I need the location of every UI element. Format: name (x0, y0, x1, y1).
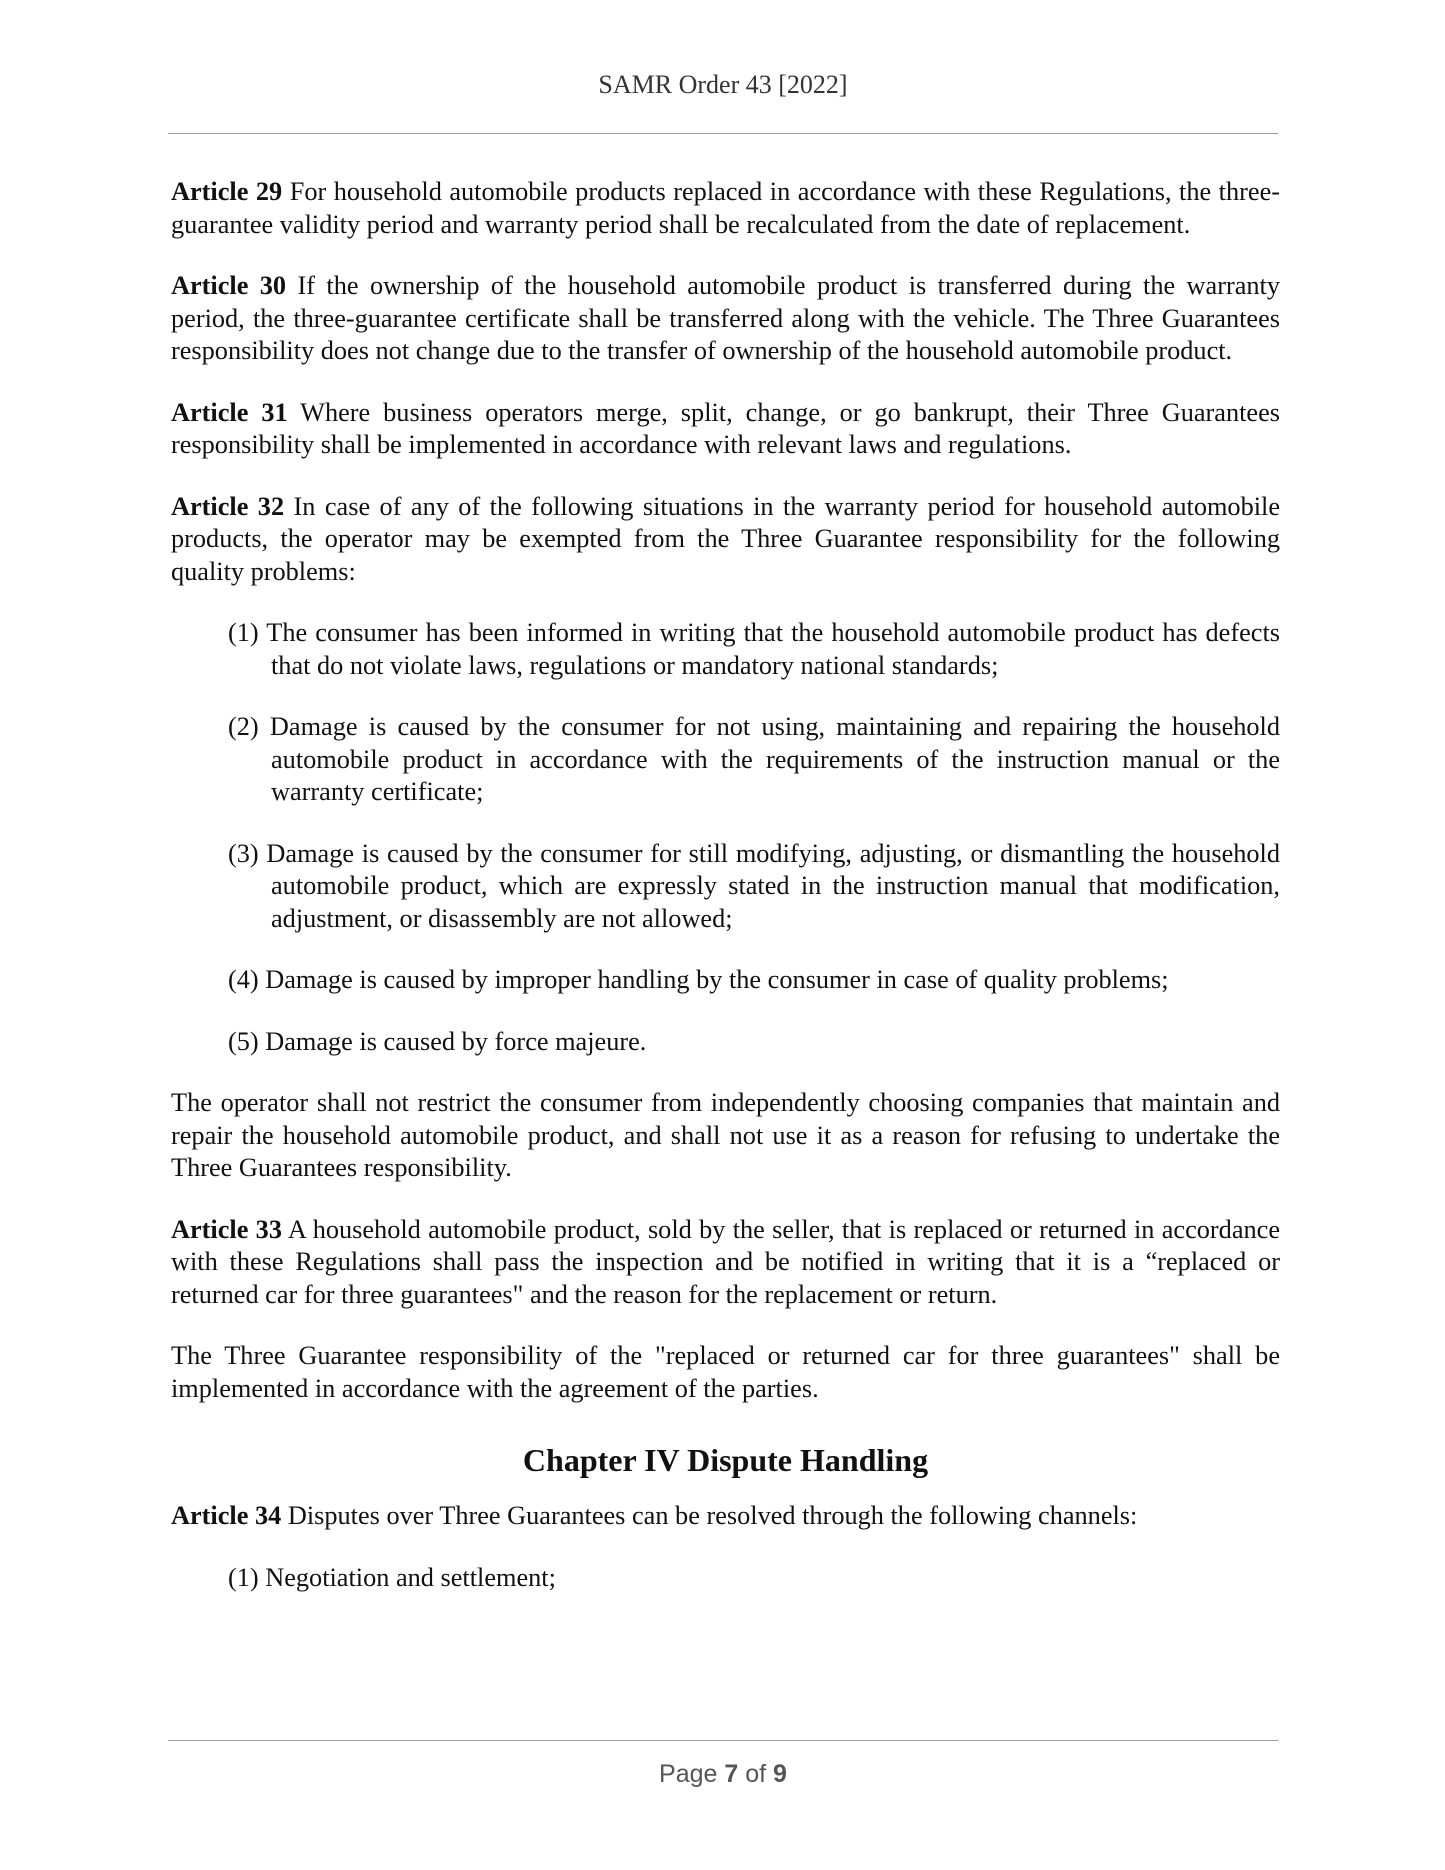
page-footer (168, 1760, 1278, 1789)
list-item: (1) Negotiation and settlement; (228, 1562, 556, 1592)
article-label: Article 32 (171, 491, 285, 521)
article-34 (171, 1500, 1280, 1533)
article-label: Article 31 (171, 397, 288, 427)
article-label: Article 29 (171, 177, 283, 206)
article-31 (171, 397, 1280, 462)
page-label: Page (659, 1760, 725, 1788)
article-text: For household automobile products replaced in accordance with these Regulations, the three-guarantee validity period and warranty period shall be recalculated from the date of replacement. (171, 177, 1280, 239)
article-text: In case of any of the following situations in the warranty period for household automobile products, the operator may be exempted from the Three Guarantee responsibility for the following quality problems: (171, 491, 1281, 586)
article-label: Article 30 (171, 271, 287, 300)
page-header: SAMR Order 43 [2022] (598, 70, 848, 99)
article-32-paragraph: The operator shall not restrict the consumer from independently choosing companies that maintain and repair the household automobile product, and shall not use it as a reason for refusing to undertake the Three Guarantees responsibility. (171, 1088, 1280, 1182)
article-33-paragraph: The Three Guarantee responsibility of the "replaced or returned car for three guarantees" shall be implemented in accordance with the agreement of the parties. (171, 1341, 1280, 1403)
article-text: Where business operators merge, split, change, or go bankrupt, their Three Guarantees responsibility shall be implemented in accordance with relevant laws and regulations. (171, 397, 1281, 459)
list-item: (1) The consumer has been informed in writing that the household automobile product has defects that do not violate laws, regulations or mandatory national standards; (228, 618, 1280, 680)
list-item: (3) Damage is caused by the consumer for still modifying, adjusting, or dismantling the household automobile product, which are expressly stated in the instruction manual that modification, adjustment, or disassembly are not allowed; (228, 838, 1280, 933)
article-label: Article 33 (171, 1214, 282, 1244)
article-label: Article 34 (171, 1501, 282, 1530)
header-divider (168, 133, 1278, 134)
article-text: Disputes over Three Guarantees can be resolved through the following channels: (281, 1501, 1138, 1530)
list-item: (4) Damage is caused by improper handling by the consumer in case of quality problems; (228, 965, 1169, 994)
article-30 (171, 270, 1280, 368)
chapter-heading: Chapter IV Dispute Handling (522, 1442, 929, 1478)
list-item: (2) Damage is caused by the consumer for not using, maintaining and repairing the household automobile product in accordance with the requirements of the instruction manual or the warranty certificate; (228, 712, 1280, 806)
page-of-label: of (738, 1760, 774, 1788)
page-body (171, 176, 1280, 1623)
footer-divider (168, 1740, 1278, 1741)
article-32 (171, 491, 1280, 589)
article-text: If the ownership of the household automobile product is transferred during the warranty period, the three-guarantee certificate shall be transferred along with the vehicle. The Three Guarantees responsibility does not change due to the transfer of ownership of the household automobile product. (171, 271, 1281, 365)
article-29 (171, 176, 1280, 241)
article-text: A household automobile product, sold by the seller, that is replaced or returned in accordance with these Regulations shall pass the inspection and be notified in writing that it is a “replaced or returned car for three guarantees" and the reason for the replacement or return. (171, 1214, 1280, 1309)
current-page-number: 7 (724, 1760, 739, 1788)
total-pages-number: 9 (773, 1760, 787, 1788)
article-33 (171, 1214, 1280, 1312)
list-item: (5) Damage is caused by force majeure. (228, 1026, 647, 1056)
